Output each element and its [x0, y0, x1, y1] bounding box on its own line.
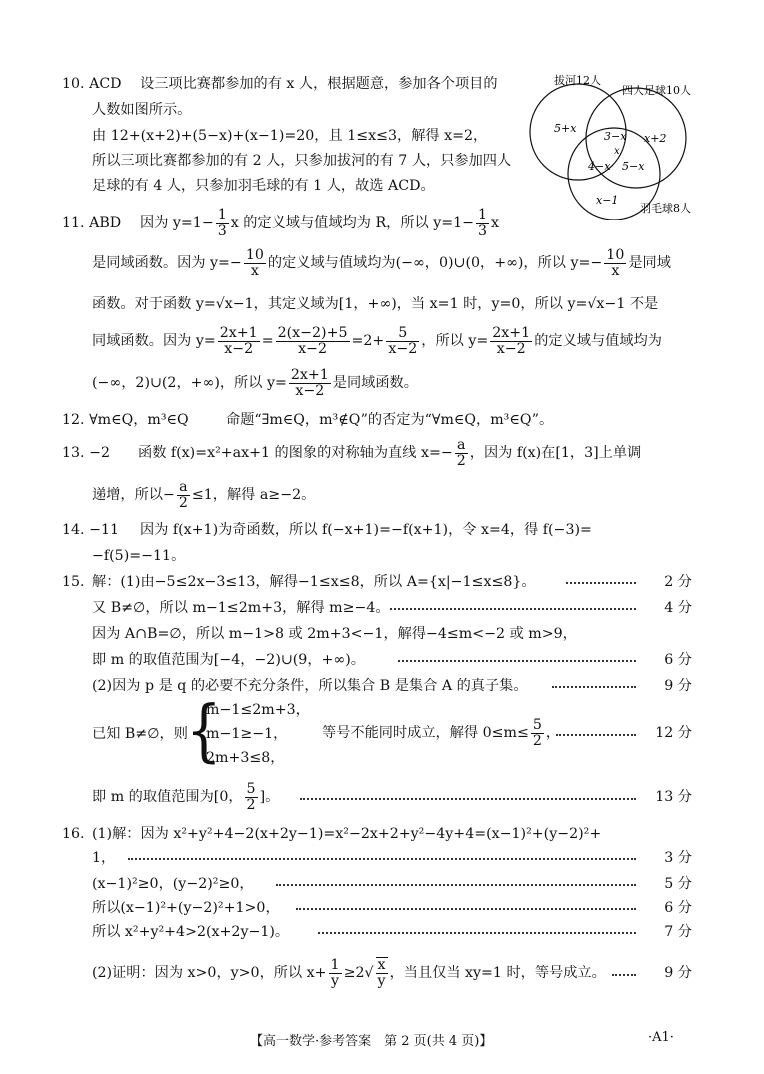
q13-text2 — [92, 478, 315, 512]
fraction — [177, 480, 190, 511]
venn-region-a: 5+x — [554, 122, 577, 135]
dotted-leader — [398, 660, 636, 662]
footer-code: ·A1· — [648, 1030, 674, 1045]
score: 9 分 — [664, 965, 692, 981]
venn-diagram — [522, 70, 712, 220]
fraction — [490, 326, 532, 357]
frac-den: x−2 — [496, 340, 526, 357]
q11-t4e: 的定义域与值域均为 — [534, 333, 662, 349]
q15-text1: 解：(1)由−5≤2x−3≤13，解得−1≤x≤8，所以 A={x|−1≤x≤8}。 — [92, 574, 536, 590]
q11-t4a: 同域函数。因为 y= — [92, 333, 216, 349]
fraction — [376, 957, 388, 989]
score: 4 分 — [664, 600, 692, 616]
system-eq1: m−1≤2m+3， — [206, 702, 310, 718]
venn-region-bc: 5−x — [622, 160, 645, 173]
venn-region-ac: 4−x — [588, 160, 611, 173]
frac-den: x−2 — [388, 340, 418, 357]
venn-region-ab: 3−x — [604, 130, 627, 143]
frac-num: 10 — [606, 246, 625, 263]
q15-t6b: 等号不能同时成立，解得 0≤m≤ — [322, 725, 529, 741]
score: 7 分 — [664, 924, 692, 940]
q15-text4: 即 m 的取值范围为[−4，−2)∪(9，+∞)。 — [92, 652, 365, 668]
q11-t2b: 的定义域与值域均为(−∞，0)∪(0，+∞)，所以 y=− — [267, 255, 603, 271]
fraction — [329, 958, 342, 989]
q11-t4b: = — [261, 333, 274, 349]
frac-den: 2 — [456, 452, 466, 469]
frac-den: 3 — [478, 222, 488, 239]
q11-t2a: 是同域函数。因为 y=− — [92, 255, 242, 271]
q11-text1 — [140, 206, 499, 240]
q10-text2: 人数如图所示。 — [92, 102, 192, 118]
q11-t5a: (−∞，2)∪(2，+∞)，所以 y= — [92, 375, 287, 391]
score: 13 分 — [655, 789, 692, 805]
frac-den: 2 — [246, 796, 256, 813]
q15-t6c: ， — [545, 725, 561, 741]
fraction — [386, 326, 419, 357]
q13-t1b: ，因为 f(x)在[1，3]上单调 — [469, 445, 642, 461]
q11-t4d: ，所以 y= — [421, 333, 489, 349]
frac-num: 2(x−2)+5 — [277, 324, 348, 341]
frac-den: x — [250, 262, 259, 279]
dotted-leader — [300, 798, 636, 800]
dotted-leader — [566, 582, 636, 584]
q14-text1: 因为 f(x+1)为奇函数，所以 f(−x+1)=−f(x+1)，令 x=4，得 f(−3)= — [140, 522, 592, 538]
frac-den: y — [377, 973, 386, 989]
frac-den: x−2 — [298, 340, 327, 357]
q12-text: 命题“∃m∈Q，m³∉Q”的否定为“∀m∈Q，m³∈Q”。 — [226, 412, 554, 428]
fraction — [216, 208, 229, 239]
fraction — [455, 438, 468, 469]
q14-text2: −f(5)=−11。 — [92, 548, 186, 564]
q16-text4: 所以(x−1)²+(y−2)²+1>0， — [92, 900, 280, 916]
left-brace-icon: { — [186, 692, 222, 771]
fraction — [531, 718, 544, 749]
q13-number: 13. −2 — [62, 445, 110, 461]
q16-t6a: (2)证明：因为 x>0，y>0，所以 x+ — [92, 965, 327, 981]
frac-num: a — [455, 438, 468, 454]
q15-t7a: 即 m 的取值范围为[0， — [92, 789, 243, 805]
q11-t1a: 因为 y=1− — [140, 215, 214, 231]
sqrt-expression: √ $\frac{x}{y}$ — [364, 957, 386, 989]
q15-text2: 又 B≠∅，所以 m−1≤2m+3，解得 m≥−4。 — [92, 600, 390, 616]
dotted-leader — [612, 974, 636, 976]
venn-label-tug: 拔河12人 — [554, 74, 601, 87]
frac-den: y — [331, 972, 340, 989]
q15-text3: 因为 A∩B=∅，所以 m−1>8 或 2m+3<−1，解得−4≤m<−2 或 m>9， — [92, 626, 577, 642]
q15-text6 — [322, 716, 560, 750]
q13-t2a: 递增，所以− — [92, 487, 175, 503]
frac-num: 1 — [478, 206, 488, 223]
q10-number: 10. ACD — [62, 76, 122, 92]
q11-number: 11. ABD — [62, 215, 122, 231]
q15-text5: (2)因为 p 是 q 的必要不充分条件，所以集合 B 是集合 A 的真子集。 — [92, 678, 528, 694]
q11-text4 — [92, 324, 662, 358]
frac-den: x−2 — [295, 382, 325, 399]
frac-num: a — [177, 480, 190, 496]
frac-num: 10 — [245, 246, 264, 263]
q10-text5: 足球的有 4 人，只参加羽毛球的有 1 人，故选 ACD。 — [92, 178, 435, 194]
q11-text5 — [92, 366, 418, 400]
score: 12 分 — [655, 725, 692, 741]
venn-region-abc: x — [614, 146, 620, 157]
venn-region-b: x+2 — [644, 132, 667, 145]
score: 5 分 — [664, 876, 692, 892]
q14-number: 14. −11 — [62, 522, 120, 538]
fraction — [276, 326, 350, 357]
dotted-leader — [296, 908, 636, 910]
q15-number: 15. — [62, 574, 85, 590]
q13-t2b: ≤1，解得 a≥−2。 — [191, 487, 316, 503]
q16-text6 — [92, 956, 606, 990]
q16-text5: 所以 x²+y²+4>2(x+2y−1)。 — [92, 924, 290, 940]
system-eq2: m−1≥−1， — [206, 726, 288, 742]
fraction — [245, 782, 258, 813]
frac-den: x — [611, 262, 620, 279]
q11-t5b: 是同域函数。 — [332, 375, 418, 391]
frac-num: 2x+1 — [492, 324, 531, 341]
score: 9 分 — [664, 678, 692, 694]
frac-num: x — [377, 957, 386, 973]
q10-text3: 由 12+(x+2)+(5−x)+(x−1)=20，且 1≤x≤3，解得 x=2， — [92, 128, 488, 144]
footer-page-label: 【高一数学·参考答案 第 2 页(共 4 页)】 — [250, 1034, 493, 1049]
fraction — [476, 208, 489, 239]
frac-num: 5 — [246, 780, 256, 797]
venn-label-football: 四人足球10人 — [622, 84, 691, 97]
dotted-leader — [276, 884, 636, 886]
q16-text3: (x−1)²≥0，(y−2)²≥0， — [92, 876, 254, 892]
score: 6 分 — [664, 652, 692, 668]
q11-text2 — [92, 246, 671, 280]
system-eq3: 2m+3≤8， — [206, 750, 285, 766]
q15-text6a: 已知 B≠∅，则 — [92, 726, 188, 742]
venn-label-badminton: 羽毛球8人 — [640, 202, 691, 215]
q11-t1c: x — [491, 215, 500, 231]
fraction — [604, 248, 626, 279]
frac-den: 2 — [178, 494, 188, 511]
frac-num: 5 — [386, 326, 419, 342]
frac-num: 2x+1 — [219, 324, 258, 341]
q10-text4: 所以三项比赛都参加的有 2 人，只参加拔河的有 7 人，只参加四人 — [92, 153, 512, 169]
q10-text1: 设三项比赛都参加的有 x 人，根据题意，参加各个项目的 — [140, 76, 498, 92]
q16-number: 16. — [62, 826, 85, 842]
q16-t6b: ≥2 — [343, 965, 365, 981]
q11-t2c: 是同域 — [628, 255, 671, 271]
q16-t6c: ，当且仅当 xy=1 时，等号成立。 — [389, 965, 606, 981]
frac-num: 1 — [330, 956, 340, 973]
fraction — [244, 248, 266, 279]
frac-den: x−2 — [224, 340, 254, 357]
frac-num: 1 — [217, 206, 227, 223]
q13-text1 — [138, 436, 641, 470]
dotted-leader — [552, 686, 636, 688]
dotted-leader — [556, 734, 636, 736]
frac-den: 3 — [217, 222, 227, 239]
score: 3 分 — [664, 850, 692, 866]
q15-text7 — [92, 780, 279, 814]
frac-num: 5 — [532, 716, 542, 733]
frac-num: 2x+1 — [290, 366, 329, 383]
fraction — [218, 326, 260, 357]
score: 2 分 — [664, 574, 692, 590]
q12-number: 12. ∀m∈Q，m³∈Q — [62, 412, 189, 428]
q13-t1a: 函数 f(x)=x²+ax+1 的图象的对称轴为直线 x=− — [138, 445, 453, 461]
q15-t7b: ]。 — [259, 789, 280, 805]
q16-text2: 1， — [92, 850, 116, 866]
q16-text1: (1)解：因为 x²+y²+4−2(x+2y−1)=x²−2x+2+y²−4y+4=(x−1)²+(y−2)²+ — [92, 826, 602, 842]
q11-text3: 函数。对于函数 y=√x−1，其定义域为[1，+∞)，当 x=1 时，y=0，所以 y=√x−1 不是 — [92, 296, 659, 312]
dotted-leader — [390, 608, 636, 610]
score: 6 分 — [664, 900, 692, 916]
q11-t4c: =2+ — [351, 333, 385, 349]
venn-circle-football — [586, 88, 686, 188]
dotted-leader — [128, 858, 636, 860]
frac-den: 2 — [532, 732, 542, 749]
fraction — [289, 368, 331, 399]
q11-t1b: x 的定义域与值域均为 R，所以 y=1− — [230, 215, 475, 231]
venn-region-c: x−1 — [596, 194, 619, 207]
dotted-leader — [318, 932, 636, 934]
